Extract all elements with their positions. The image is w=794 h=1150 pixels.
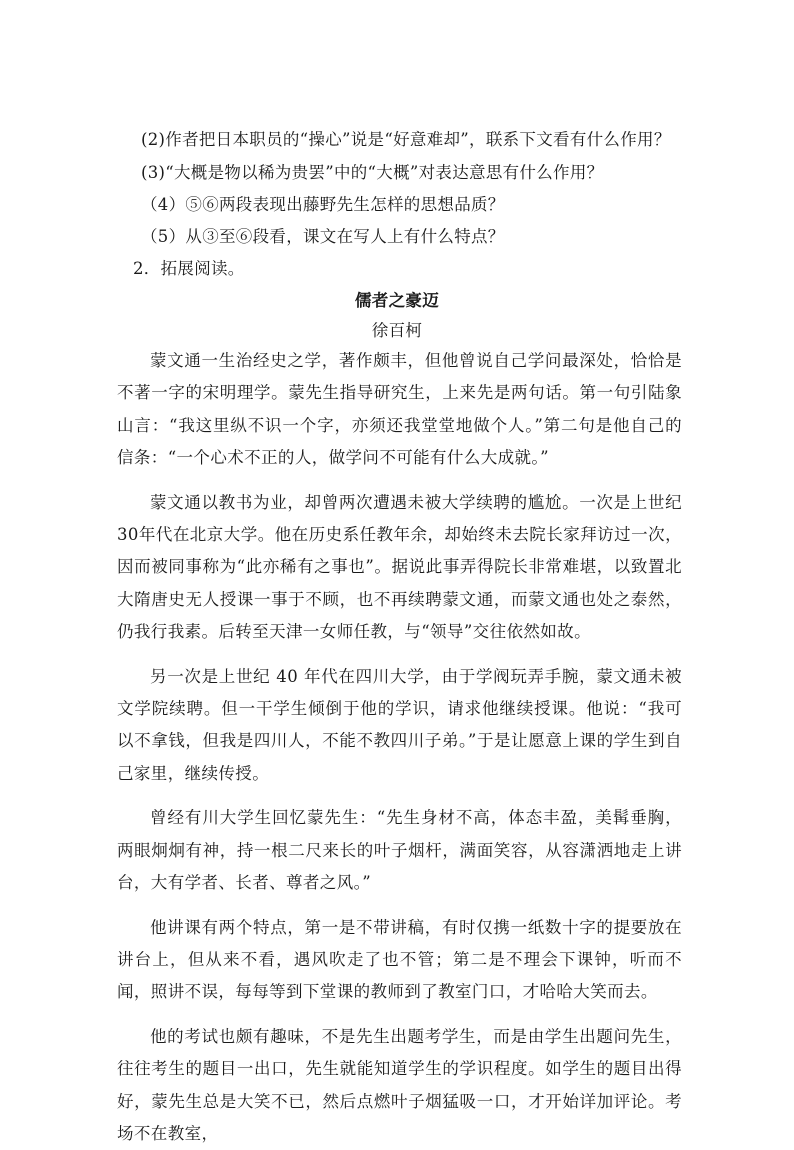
paragraph-1: 蒙文通一生治经史之学，著作颇丰，但他曾说自己学问最深处，恰恰是不著一字的宋明理学。蒙先生指导研究生，上来先是两句话。第一句引陆象山言：“我这里纵不识一个字，亦须还我堂堂地做个人。”第二句是他自己的信条：“一个心术不正的人，做学问不可能有什么大成就。” xyxy=(117,351,682,468)
paragraph-4: 曾经有川大学生回忆蒙先生：“先生身材不高，体态丰盈，美髯垂胸，两眼炯炯有神，持一根二尺来长的叶子烟杆，满面笑容，从容潇洒地走上讲台，大有学者、长者、尊者之风。” xyxy=(117,808,682,893)
question-4: （4）⑤⑥两段表现出藤野先生怎样的思想品质？ xyxy=(141,195,505,214)
section-heading: 2．拓展阅读。 xyxy=(133,259,245,278)
question-3: (3)“大概是物以稀为贵罢”中的“大概”对表达意思有什么作用？ xyxy=(141,163,604,182)
paragraph-3: 另一次是上世纪 40 年代在四川大学，由于学阀玩弄手腕，蒙文通未被文学院续聘。但一干学生倾倒于他的学识，请求他继续授课。他说：“我可以不拿钱，但我是四川人，不能不教四川子弟。”于是让愿意上课的学生到自己家里，继续传授。 xyxy=(117,666,682,783)
article-author: 徐百柯 xyxy=(371,321,423,340)
paragraph-5: 他讲课有两个特点，第一是不带讲稿，有时仅携一纸数十字的提要放在讲台上，但从来不看，遇风吹走了也不管；第二是不理会下课钟，听而不闻，照讲不误，每每等到下堂课的教师到了教室门口，才哈哈大笑而去。 xyxy=(117,917,682,1002)
article-body xyxy=(117,345,682,1150)
paragraph-6: 他的考试也颇有趣味，不是先生出题考学生，而是由学生出题问先生，往往考生的题目一出口，先生就能知道学生的学识程度。如学生的题目出得好，蒙先生总是大笑不已，然后点燃叶子烟猛吸一口，才开始详加评论。考场不在教室， xyxy=(117,1026,682,1143)
paragraph-2: 蒙文通以教书为业，却曾两次遭遇未被大学续聘的尴尬。一次是上世纪 30年代在北京大学。他在历史系任教年余，却始终未去院长家拜访过一次，因而被同事称为“此亦稀有之事也”。据说此事弄得院长非常难堪，以致置北大隋唐史无人授课一事于不顾，也不再续聘蒙文通，而蒙文通也处之泰然，仍我行我素。后转至天津一女师任教，与“领导”交往依然如故。 xyxy=(117,492,682,642)
question-5: （5）从③至⑥段看，课文在写人上有什么特点？ xyxy=(141,227,505,246)
question-2: (2)作者把日本职员的“操心”说是“好意难却”，联系下文看有什么作用？ xyxy=(141,130,671,149)
article-title: 儒者之豪迈 xyxy=(355,291,439,310)
